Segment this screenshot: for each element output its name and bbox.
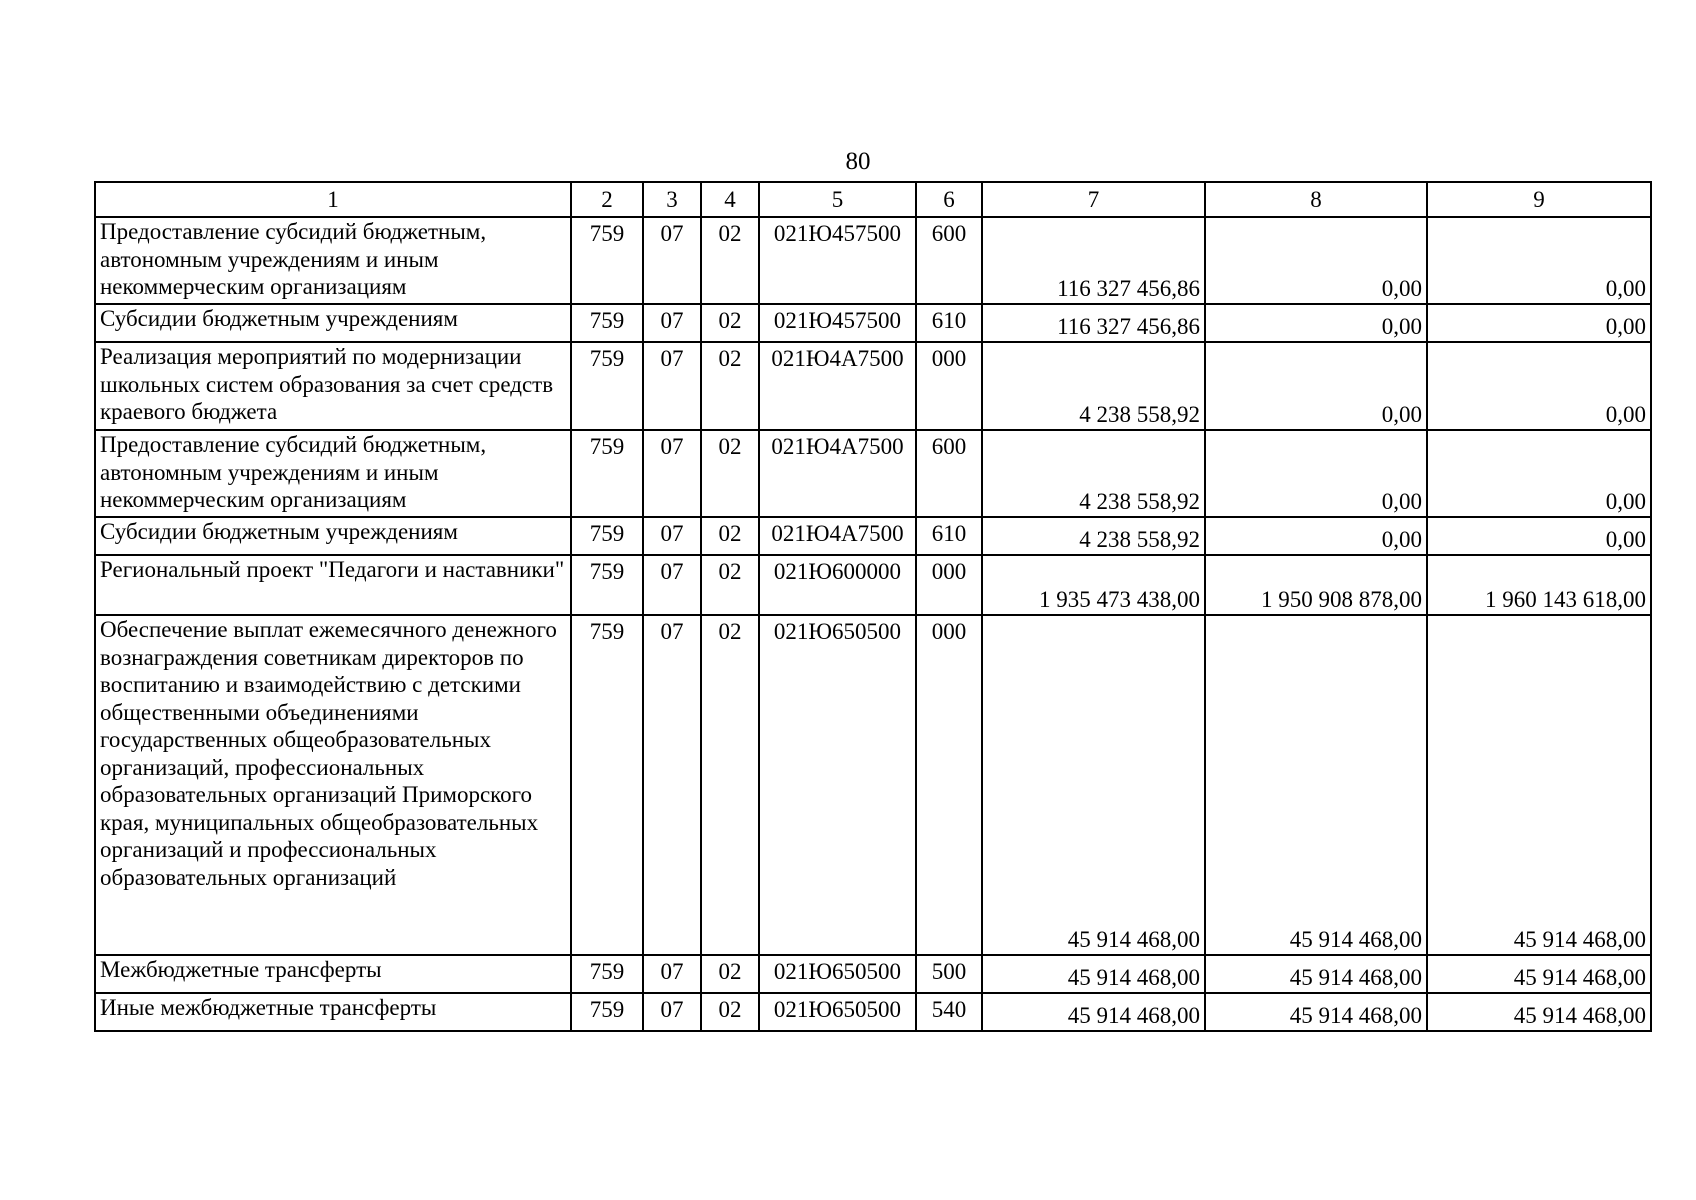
header-col-3: 3 bbox=[643, 182, 701, 217]
row-name: Иные межбюджетные трансферты bbox=[95, 993, 571, 1031]
row-amount-9: 0,00 bbox=[1427, 430, 1651, 517]
table-row bbox=[95, 430, 1651, 517]
header-col-2: 2 bbox=[571, 182, 643, 217]
table-row bbox=[95, 955, 1651, 993]
row-amount-9: 0,00 bbox=[1427, 517, 1651, 555]
row-code-4: 02 bbox=[701, 517, 759, 555]
row-amount-9: 45 914 468,00 bbox=[1427, 993, 1651, 1031]
row-code-4: 02 bbox=[701, 217, 759, 304]
row-code-5: 021Ю457500 bbox=[759, 304, 916, 342]
row-code-2: 759 bbox=[571, 615, 643, 955]
row-amount-7: 45 914 468,00 bbox=[982, 955, 1205, 993]
table-row bbox=[95, 304, 1651, 342]
row-code-4: 02 bbox=[701, 993, 759, 1031]
header-col-8: 8 bbox=[1205, 182, 1427, 217]
header-col-5: 5 bbox=[759, 182, 916, 217]
row-code-6: 540 bbox=[916, 993, 982, 1031]
table-row bbox=[95, 993, 1651, 1031]
row-code-3: 07 bbox=[643, 217, 701, 304]
row-amount-8: 45 914 468,00 bbox=[1205, 993, 1427, 1031]
row-name: Межбюджетные трансферты bbox=[95, 955, 571, 993]
row-amount-7: 1 935 473 438,00 bbox=[982, 555, 1205, 615]
row-amount-9: 0,00 bbox=[1427, 217, 1651, 304]
row-code-5: 021Ю4А7500 bbox=[759, 430, 916, 517]
row-code-6: 000 bbox=[916, 555, 982, 615]
budget-table bbox=[94, 181, 1652, 1032]
row-code-6: 600 bbox=[916, 430, 982, 517]
row-code-5: 021Ю650500 bbox=[759, 955, 916, 993]
row-code-4: 02 bbox=[701, 430, 759, 517]
header-col-1: 1 bbox=[95, 182, 571, 217]
row-code-3: 07 bbox=[643, 304, 701, 342]
row-code-2: 759 bbox=[571, 342, 643, 430]
row-code-2: 759 bbox=[571, 304, 643, 342]
row-amount-8: 0,00 bbox=[1205, 430, 1427, 517]
row-amount-8: 0,00 bbox=[1205, 517, 1427, 555]
row-code-5: 021Ю457500 bbox=[759, 217, 916, 304]
row-code-5: 021Ю600000 bbox=[759, 555, 916, 615]
row-code-2: 759 bbox=[571, 555, 643, 615]
row-code-3: 07 bbox=[643, 342, 701, 430]
row-name: Обеспечение выплат ежемесячного денежного вознаграждения советникам директоров по воспитанию и взаимодействию с детскими общественными объединениями государственных общеобразовательных организаций, профессиональных образовательных организаций Приморского края, муниципальных общеобразовательных организаций и профессиональных образовательных организаций bbox=[95, 615, 571, 955]
table-row bbox=[95, 342, 1651, 430]
row-code-6: 610 bbox=[916, 517, 982, 555]
row-code-4: 02 bbox=[701, 955, 759, 993]
row-amount-7: 4 238 558,92 bbox=[982, 430, 1205, 517]
row-amount-8: 45 914 468,00 bbox=[1205, 615, 1427, 955]
row-name: Реализация мероприятий по модернизации школьных систем образования за счет средств краевого бюджета bbox=[95, 342, 571, 430]
row-code-6: 000 bbox=[916, 615, 982, 955]
row-amount-8: 45 914 468,00 bbox=[1205, 955, 1427, 993]
table-row bbox=[95, 555, 1651, 615]
row-code-4: 02 bbox=[701, 615, 759, 955]
header-row bbox=[95, 182, 1651, 217]
row-code-5: 021Ю4А7500 bbox=[759, 342, 916, 430]
row-code-4: 02 bbox=[701, 342, 759, 430]
row-code-3: 07 bbox=[643, 555, 701, 615]
row-code-2: 759 bbox=[571, 955, 643, 993]
row-code-2: 759 bbox=[571, 430, 643, 517]
table-row bbox=[95, 517, 1651, 555]
row-amount-8: 1 950 908 878,00 bbox=[1205, 555, 1427, 615]
row-code-2: 759 bbox=[571, 517, 643, 555]
row-amount-9: 45 914 468,00 bbox=[1427, 955, 1651, 993]
table-row bbox=[95, 615, 1651, 955]
row-code-2: 759 bbox=[571, 217, 643, 304]
row-code-5: 021Ю650500 bbox=[759, 993, 916, 1031]
row-amount-7: 116 327 456,86 bbox=[982, 217, 1205, 304]
row-code-3: 07 bbox=[643, 993, 701, 1031]
row-name: Субсидии бюджетным учреждениям bbox=[95, 517, 571, 555]
row-amount-7: 116 327 456,86 bbox=[982, 304, 1205, 342]
row-code-6: 000 bbox=[916, 342, 982, 430]
row-code-3: 07 bbox=[643, 615, 701, 955]
row-amount-7: 4 238 558,92 bbox=[982, 517, 1205, 555]
row-name: Региональный проект "Педагоги и наставники" bbox=[95, 555, 571, 615]
row-amount-8: 0,00 bbox=[1205, 217, 1427, 304]
row-code-6: 610 bbox=[916, 304, 982, 342]
header-col-9: 9 bbox=[1427, 182, 1651, 217]
header-col-4: 4 bbox=[701, 182, 759, 217]
row-code-3: 07 bbox=[643, 955, 701, 993]
row-amount-8: 0,00 bbox=[1205, 342, 1427, 430]
row-name: Предоставление субсидий бюджетным, автономным учреждениям и иным некоммерческим организациям bbox=[95, 217, 571, 304]
row-code-6: 600 bbox=[916, 217, 982, 304]
row-name: Предоставление субсидий бюджетным, автономным учреждениям и иным некоммерческим организациям bbox=[95, 430, 571, 517]
row-code-4: 02 bbox=[701, 304, 759, 342]
row-code-6: 500 bbox=[916, 955, 982, 993]
row-name: Субсидии бюджетным учреждениям bbox=[95, 304, 571, 342]
row-amount-7: 4 238 558,92 bbox=[982, 342, 1205, 430]
row-amount-9: 1 960 143 618,00 bbox=[1427, 555, 1651, 615]
row-code-3: 07 bbox=[643, 430, 701, 517]
row-amount-8: 0,00 bbox=[1205, 304, 1427, 342]
row-code-5: 021Ю650500 bbox=[759, 615, 916, 955]
page-number: 80 bbox=[845, 148, 871, 175]
row-amount-9: 0,00 bbox=[1427, 304, 1651, 342]
row-code-2: 759 bbox=[571, 993, 643, 1031]
row-amount-9: 45 914 468,00 bbox=[1427, 615, 1651, 955]
row-code-3: 07 bbox=[643, 517, 701, 555]
row-code-4: 02 bbox=[701, 555, 759, 615]
row-amount-7: 45 914 468,00 bbox=[982, 615, 1205, 955]
row-amount-9: 0,00 bbox=[1427, 342, 1651, 430]
header-col-6: 6 bbox=[916, 182, 982, 217]
row-amount-7: 45 914 468,00 bbox=[982, 993, 1205, 1031]
header-col-7: 7 bbox=[982, 182, 1205, 217]
row-code-5: 021Ю4А7500 bbox=[759, 517, 916, 555]
table-row bbox=[95, 217, 1651, 304]
